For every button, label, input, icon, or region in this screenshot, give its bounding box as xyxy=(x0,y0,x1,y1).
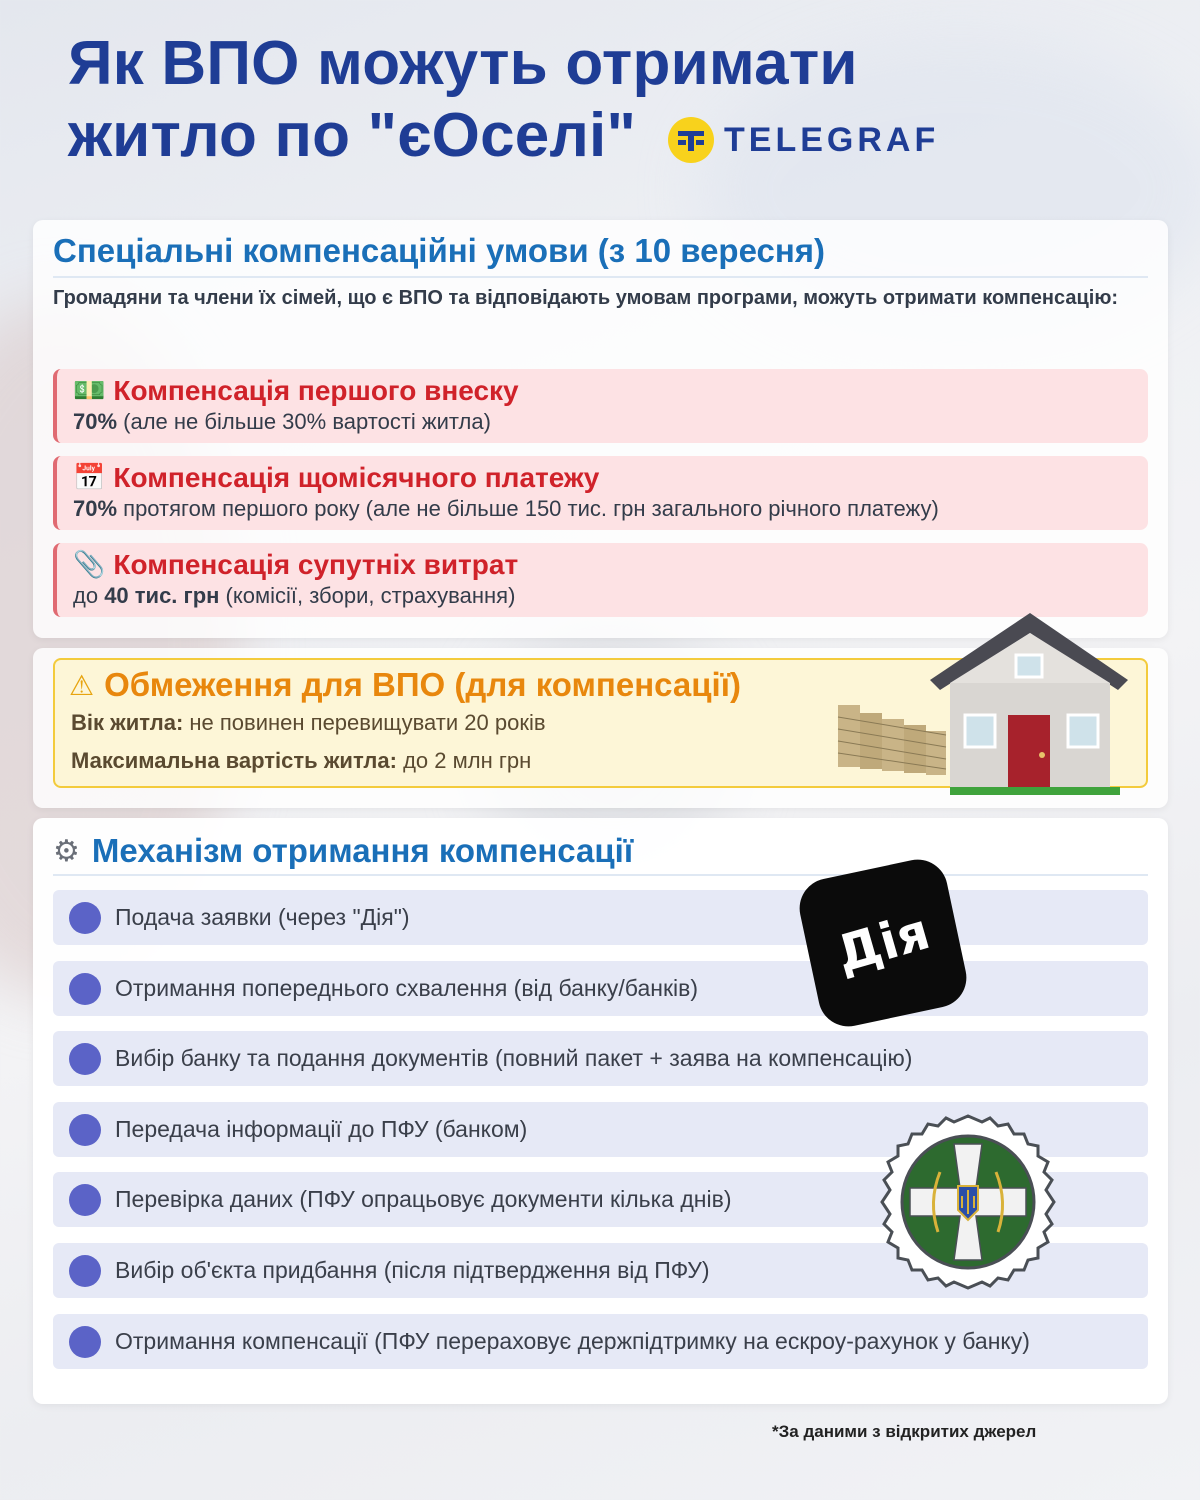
special-conditions-intro: Громадяни та члени їх сімей, що є ВПО та відповідають умовам програми, можуть отримати компенсацію: xyxy=(53,287,1119,309)
step-text: Отримання попереднього схвалення (від банку/банків) xyxy=(115,975,698,1001)
diia-logo-text: Дія xyxy=(829,902,937,984)
special-conditions-title: Спеціальні компенсаційні умови (з 10 вересня) xyxy=(53,232,826,269)
mechanism-card xyxy=(33,818,1168,1404)
paperclip-icon: 📎 xyxy=(73,550,106,580)
bullet-icon xyxy=(69,973,101,1005)
gear-icon: ⚙ xyxy=(53,833,80,869)
limit-row-price: Максимальна вартість житла: до 2 млн грн xyxy=(71,748,532,773)
mechanism-title-row xyxy=(53,832,633,870)
divider xyxy=(53,874,1148,876)
compensation-title: Компенсація супутніх витрат xyxy=(113,549,519,580)
step-item xyxy=(53,1031,1148,1086)
limit-row-age: Вік житла: не повинен перевищувати 20 років xyxy=(71,710,546,735)
divider xyxy=(53,276,1148,278)
compensation-desc: 70% (але не більше 30% вартості житла) xyxy=(73,409,491,434)
bullet-icon xyxy=(69,1255,101,1287)
bullet-icon xyxy=(69,902,101,934)
step-item xyxy=(53,961,1148,1016)
step-text: Отримання компенсації (ПФУ перераховує держпідтримку на ескроу-рахунок у банку) xyxy=(115,1328,1030,1354)
page-title-line2: житло по "єОселі" xyxy=(68,101,637,170)
diia-logo xyxy=(794,854,972,1032)
warning-icon: ⚠ xyxy=(69,668,95,702)
pfu-emblem-icon xyxy=(878,1112,1058,1292)
money-stacks-icon xyxy=(838,705,946,775)
step-text: Вибір банку та подання документів (повний пакет + заява на компенсацію) xyxy=(115,1045,913,1071)
compensation-desc: 70% протягом першого року (але не більше 150 тис. грн загального річного платежу) xyxy=(73,496,939,521)
bullet-icon xyxy=(69,1326,101,1358)
bullet-icon xyxy=(69,1043,101,1075)
page-title-line1: Як ВПО можуть отримати xyxy=(68,29,858,98)
compensation-item-monthly-payment xyxy=(53,456,1148,530)
telegraf-logo xyxy=(668,115,939,165)
mechanism-title: Механізм отримання компенсації xyxy=(91,832,634,869)
compensation-title: Компенсація щомісячного платежу xyxy=(113,462,600,493)
footnote: *За даними з відкритих джерел xyxy=(772,1422,1037,1441)
house-icon xyxy=(930,613,1128,795)
money-icon: 💵 xyxy=(73,376,106,406)
step-text: Перевірка даних (ПФУ опрацьовує документи кілька днів) xyxy=(115,1186,732,1212)
step-text: Подача заявки (через "Дія") xyxy=(115,904,410,930)
compensation-desc: до 40 тис. грн (комісії, збори, страхування) xyxy=(73,583,516,608)
bullet-icon xyxy=(69,1114,101,1146)
bullet-icon xyxy=(69,1184,101,1216)
compensation-title: Компенсація першого внеску xyxy=(113,375,519,406)
compensation-item-first-payment xyxy=(53,369,1148,443)
telegraf-coin-icon xyxy=(668,117,714,163)
special-conditions-card xyxy=(33,220,1168,638)
step-text: Вибір об'єкта придбання (після підтвердження від ПФУ) xyxy=(115,1257,710,1283)
limits-title: Обмеження для ВПО (для компенсації) xyxy=(104,666,741,703)
telegraf-logo-text: TELEGRAF xyxy=(724,120,940,159)
step-item xyxy=(53,890,1148,945)
calendar-icon: 📅 xyxy=(73,463,106,493)
step-text: Передача інформації до ПФУ (банком) xyxy=(115,1116,528,1142)
house-with-money-illustration xyxy=(830,605,1130,805)
step-item xyxy=(53,1314,1148,1369)
